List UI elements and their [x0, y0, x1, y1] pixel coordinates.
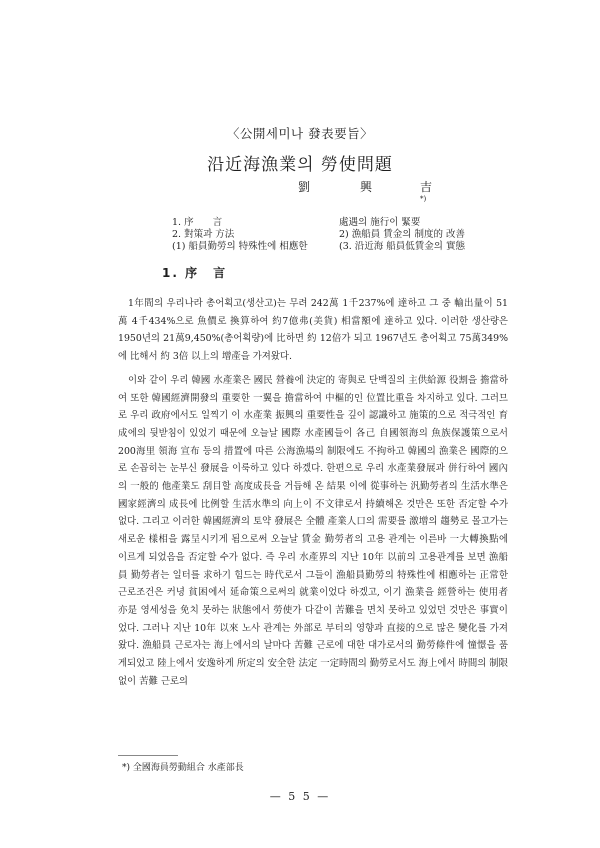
footnote-divider [118, 755, 178, 756]
author-char-1: 劉 [298, 180, 311, 194]
paragraph-2: 이와 같이 우리 韓國 水產業은 國民 營養에 決定的 寄與로 단백질의 主供給源 役割을 擔當하여 또한 韓國經濟開發의 重要한 一翼을 擔當하여 中樞的인 位置比重을 차지하고 있다. 그러므로 우리 政府에서도 일찍기 이 水產業 振興의 重要性을 깊이 認識하고 施策的으로 적극적인 育成에의 뒷받침이 있었기 때문에 오늘날 國際 水產國들이 各己 自國領海의 魚族保護策으로서 200海里 領海 宣布 등의 措置에 따른 公海漁場의 制限에도 不拘하고 韓國의 漁業은 國際的으로 손꼽히는 눈부신 發展을 이룩하고 있다 하겠다. 한편으로 우리 水產業發展과 併行하여 國內의 一般的 他產業도 刮目할 高度成長을 거듭해 온 結果 이에 從事하는 汎勤勞者의 生活水準은 國家經濟의 成長에 比例할 生活水準의 向上이 不文律로서 持續해온 것만은 또한 否定할 수가 없다. 그리고 이러한 韓國經濟의 토약 發展은 全體 產業人口의 需要를 激增의 趨勢로 몰고가는 새로운 樣相을 露呈시키게 됨으로써 오늘날 賃金 勤勞者의 고용 관계는 이른바 一大轉換點에 이르게 되었음을 否定할 수가 없다. 즉 우리 水產界의 지난 10年 以前의 고용관계를 보면 漁船員 勤勞者는 일터를 求하기 힘드는 時代로서 그들이 漁船員勤勞의 特殊性에 相應하는 正常한 근로조건은 커녕 貧困에서 延命策으로써의 就業이었다 하겠고, 이기 漁業을 經營하는 使用者 亦是 영세성을 免치 못하는 狀態에서 勞使가 다같이 苦難을 면치 못하고 있었던 것만은 事實이었다. 그러나 지난 10年 以來 노사 관계는 外部로 부터의 영향과 直接的으로 많은 變化를 가져왔다. 漁船員 근로자는 海上에서의 날마다 苦難 근로에 대한 대가로서의 勤勞條件에 憧憬을 품게되었고 陸上에서 安逸하게 所定의 安全한 法定 一定時間의 勤勞로서도 海上에서 時間의 制限없이 苦難 근로의 [118, 374, 509, 687]
toc-item-3-2: (3. 沿近海 船員低賃金의 實態 [339, 241, 466, 252]
seminar-label: 〈公開세미나 發表要旨〉 [226, 126, 374, 141]
body-text [118, 295, 508, 696]
author-char-2: 興 [360, 180, 373, 194]
toc-item-3: 處遇의 施行이 緊要 [339, 217, 421, 228]
section-heading: 1. 序 言 [162, 266, 228, 280]
toc-item-2-1: (1) 船員勤勞의 特殊性에 相應한 [172, 241, 308, 252]
footnote: *) 全國海員勞動組合 水產部長 [122, 763, 244, 773]
paragraph-1: 1年間의 우리나라 총어획고(생산고)는 무려 242萬 1千237%에 達하고 그 중 輸出量이 51萬 4千434%으로 魚價로 換算하여 約7億弗(美貨) 相當額에 達하고 있다. 이러한 생산량은 1950년의 21萬9,450%(총어획량)에 比하면 約 12倍가 되고 1967년도 총어획고 75萬349%에 比해서 約 3倍 以上의 增產을 가져왔다. [118, 298, 508, 363]
toc-item-2: 2. 對策과 方法 [172, 229, 235, 240]
author-char-3-text: 吉 [420, 180, 433, 194]
footnote-marker: *) [420, 195, 427, 203]
author-char-3 [420, 178, 438, 209]
toc-item-1: 1. 序 言 [172, 217, 223, 228]
page-number: — 5 5 — [269, 790, 331, 803]
toc-item-3-1: 2) 漁船員 賃金의 制度的 改善 [339, 229, 466, 240]
article-title: 沿近海漁業의 勞使問題 [207, 155, 393, 175]
